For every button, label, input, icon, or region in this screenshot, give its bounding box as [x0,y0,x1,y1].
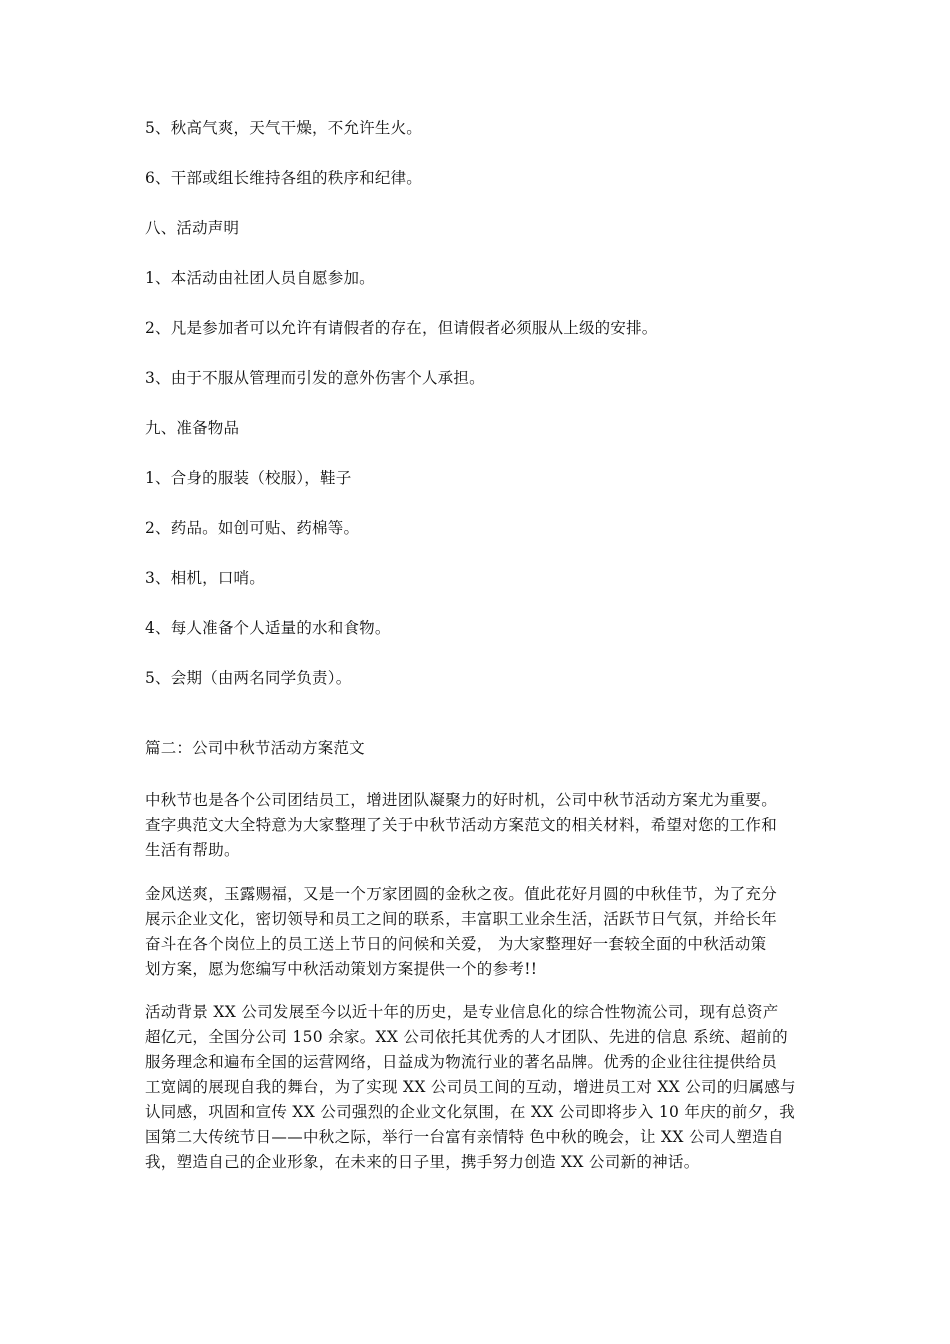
paragraph-line: 国第二大传统节日——中秋之际，举行一台富有亲情特 色中秋的晚会，让 XX 公司人塑造自 [145,1128,784,1146]
paragraph-line: 生活有帮助。 [145,841,240,859]
section-heading: 八、活动声明 [145,219,240,237]
list-item: 4、每人准备个人适量的水和食物。 [145,619,391,637]
paragraph-line: 展示企业文化，密切领导和员工之间的联系，丰富职工业余生活，活跃节日气氛，并给长年 [145,910,778,928]
list-item: 1、合身的服装（校服），鞋子 [145,469,352,487]
paragraph-line: 中秋节也是各个公司团结员工，增进团队凝聚力的好时机，公司中秋节活动方案尤为重要。 [145,791,778,809]
paragraph-line: 金风送爽，玉露赐福，又是一个万家团圆的金秋之夜。值此花好月圆的中秋佳节，为了充分 [145,885,778,903]
list-item: 3、相机，口哨。 [145,569,265,587]
paragraph-line: 我，塑造自己的企业形象，在未来的日子里，携手努力创造 XX 公司新的神话。 [145,1153,700,1171]
list-item: 1、本活动由社团人员自愿参加。 [145,269,375,287]
paragraph-line: 划方案，愿为您编写中秋活动策划方案提供一个的参考!! [145,960,538,978]
list-item: 6、干部或组长维持各组的秩序和纪律。 [145,169,422,187]
list-item: 5、秋高气爽，天气干燥，不允许生火。 [145,119,422,137]
paragraph-line: 活动背景 XX 公司发展至今以近十年的历史，是专业信息化的综合性物流公司，现有总资产 [145,1003,779,1021]
list-item: 5、会期（由两名同学负责）。 [145,669,352,687]
article-title: 篇二：公司中秋节活动方案范文 [145,739,365,757]
list-item: 2、凡是参加者可以允许有请假者的存在，但请假者必须服从上级的安排。 [145,319,658,337]
paragraph-intro [145,788,815,863]
paragraph-line: 认同感，巩固和宣传 XX 公司强烈的企业文化氛围，在 XX 公司即将步入 10 年庆的前夕，我 [145,1103,796,1121]
paragraph-line: 超亿元，全国分公司 150 余家。XX 公司依托其优秀的人才团队、先进的信息 系统、超前的 [145,1028,788,1046]
paragraph-line: 查字典范文大全特意为大家整理了关于中秋节活动方案范文的相关材料，希望对您的工作和 [145,816,778,834]
paragraph-line: 奋斗在各个岗位上的员工送上节日的问候和关爱， 为大家整理好一套较全面的中秋活动策 [145,935,767,953]
list-item: 3、由于不服从管理而引发的意外伤害个人承担。 [145,369,485,387]
paragraph-line: 工宽阔的展现自我的舞台，为了实现 XX 公司员工间的互动，增进员工对 XX 公司的归属感与 [145,1078,796,1096]
paragraph-background [145,1000,815,1175]
list-item: 2、药品。如创可贴、药棉等。 [145,519,360,537]
paragraph-greeting [145,882,815,982]
paragraph-line: 服务理念和遍布全国的运营网络，日益成为物流行业的著名品牌。优秀的企业往往提供给员 [145,1053,778,1071]
section-heading: 九、准备物品 [145,419,240,437]
